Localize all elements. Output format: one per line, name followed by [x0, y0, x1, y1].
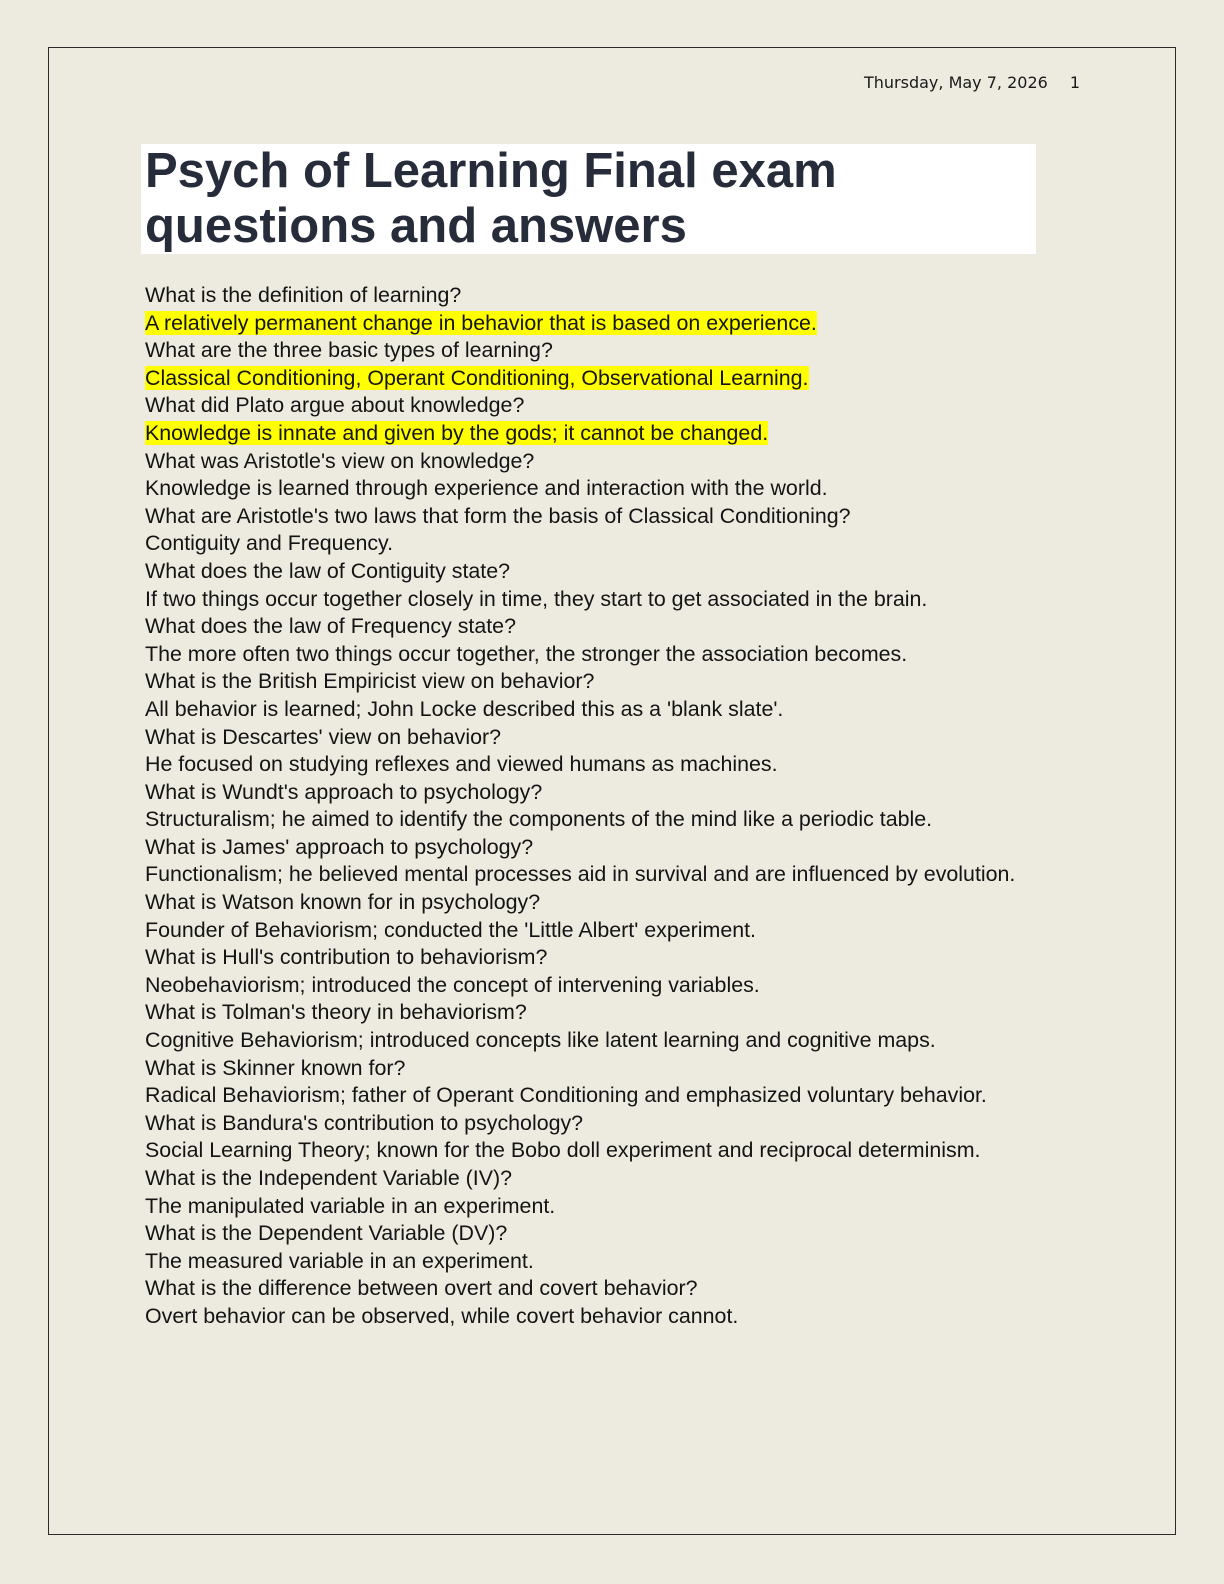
question-text: What is Skinner known for?: [145, 1055, 406, 1080]
answer-text: All behavior is learned; John Locke described this as a 'blank slate'.: [145, 696, 784, 721]
question-text: What is the definition of learning?: [145, 283, 462, 307]
question-text: What is Bandura's contribution to psychology?: [145, 1110, 584, 1135]
answer-text: Structuralism; he aimed to identify the components of the mind like a periodic table.: [145, 807, 933, 832]
question-text: What is Hull's contribution to behaviorism?: [145, 945, 548, 970]
question-text: What is Tolman's theory in behaviorism?: [145, 1000, 527, 1025]
answer-text: Cognitive Behaviorism; introduced concepts like latent learning and cognitive maps.: [145, 1028, 936, 1053]
question-text: What is the difference between overt and covert behavior?: [145, 1276, 698, 1301]
question-text: What is the Dependent Variable (DV)?: [145, 1221, 508, 1246]
header-date: Thursday, May 7, 2026: [864, 73, 1048, 92]
answer-text: Radical Behaviorism; father of Operant Conditioning and emphasized voluntary behavior.: [145, 1083, 987, 1108]
question-text: What are Aristotle's two laws that form the basis of Classical Conditioning?: [145, 503, 851, 528]
title-box: [141, 144, 1036, 254]
question-text: What are the three basic types of learning?: [145, 338, 553, 363]
answer-text: [145, 310, 1045, 338]
question-text: What is Watson known for in psychology?: [145, 890, 541, 915]
question-text: What is the Independent Variable (IV)?: [145, 1166, 513, 1190]
question-text: What was Aristotle's view on knowledge?: [145, 448, 535, 473]
highlighted-answer: Classical Conditioning, Operant Conditioning, Observational Learning.: [145, 365, 809, 390]
highlighted-answer: Knowledge is innate and given by the gods; it cannot be changed.: [145, 420, 769, 445]
answer-text: Overt behavior can be observed, while covert behavior cannot.: [145, 1303, 739, 1328]
question-text: What did Plato argue about knowledge?: [145, 393, 525, 418]
highlighted-answer: A relatively permanent change in behavior that is based on experience.: [145, 310, 817, 335]
answer-text: [145, 420, 1045, 448]
answer-text: The measured variable in an experiment.: [145, 1248, 534, 1273]
answer-text: Knowledge is learned through experience and interaction with the world.: [145, 476, 828, 501]
document-title: Psych of Learning Final exam questions and answers: [145, 144, 837, 253]
answer-text: Founder of Behaviorism; conducted the 'Little Albert' experiment.: [145, 917, 757, 942]
answer-text: The manipulated variable in an experiment.: [145, 1193, 556, 1218]
answer-text: Social Learning Theory; known for the Bobo doll experiment and reciprocal determinism.: [145, 1138, 981, 1163]
page-header: [700, 73, 1080, 92]
answer-text: The more often two things occur together, the stronger the association becomes.: [145, 641, 908, 666]
answer-text: Contiguity and Frequency.: [145, 531, 394, 556]
question-text: What does the law of Contiguity state?: [145, 558, 511, 583]
question-text: What is Descartes' view on behavior?: [145, 724, 501, 749]
question-text: What does the law of Frequency state?: [145, 614, 516, 639]
answer-text: He focused on studying reflexes and viewed humans as machines.: [145, 752, 778, 777]
answer-text: If two things occur together closely in time, they start to get associated in the brain.: [145, 586, 928, 611]
question-text: What is Wundt's approach to psychology?: [145, 779, 543, 804]
answer-text: Functionalism; he believed mental processes aid in survival and are influenced by evolution.: [145, 862, 1016, 887]
question-text: What is the British Empiricist view on behavior?: [145, 669, 595, 694]
qa-list: [145, 282, 1045, 1331]
answer-text: [145, 365, 1045, 393]
question-text: What is James' approach to psychology?: [145, 834, 534, 859]
page-number: 1: [1069, 73, 1080, 92]
answer-text: Neobehaviorism; introduced the concept of intervening variables.: [145, 972, 760, 997]
